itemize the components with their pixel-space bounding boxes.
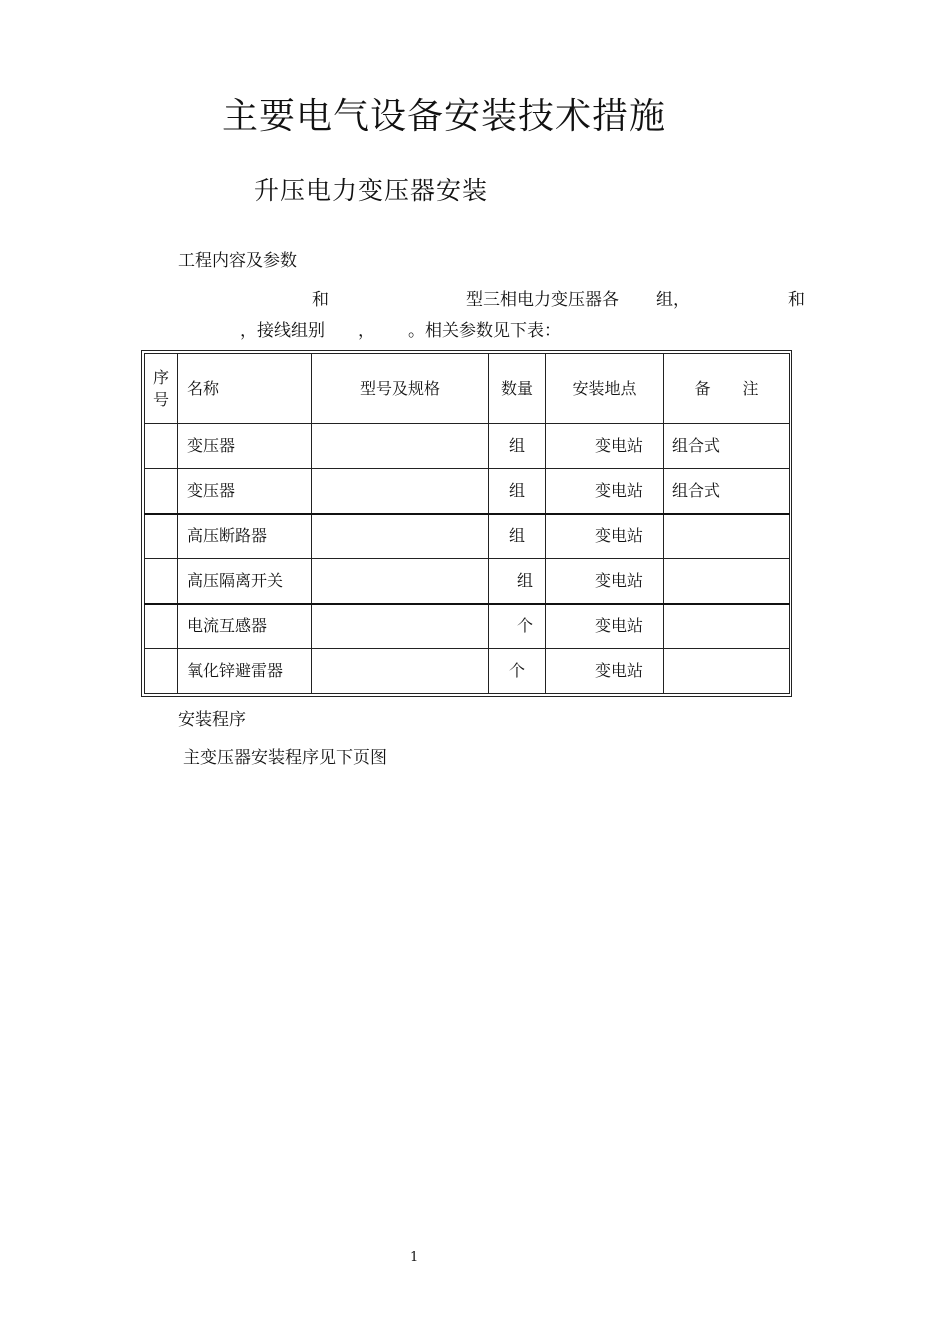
intro-text-fragment: 。相关参数见下表： xyxy=(408,321,561,341)
cell-seq xyxy=(145,424,178,469)
header-site: 安装地点 xyxy=(546,354,664,424)
cell-seq xyxy=(145,514,178,559)
header-name: 名称 xyxy=(178,354,312,424)
cell-qty: 组 xyxy=(489,469,546,514)
table-row xyxy=(145,469,790,514)
subsection-heading-params: 工程内容及参数 xyxy=(178,251,297,271)
cell-name: 变压器 xyxy=(178,469,312,514)
cell-qty: 组 xyxy=(489,424,546,469)
intro-text-fragment: ， xyxy=(358,321,375,341)
cell-qty: 个 xyxy=(489,604,546,649)
page-number: 1 xyxy=(410,1250,419,1265)
cell-seq xyxy=(145,559,178,604)
cell-model xyxy=(312,649,489,694)
cell-note: 组合式 xyxy=(664,424,790,469)
cell-note xyxy=(664,649,790,694)
intro-text-fragment: 和 xyxy=(312,290,329,310)
cell-note xyxy=(664,604,790,649)
table-row xyxy=(145,649,790,694)
intro-text-fragment: 和 xyxy=(788,290,805,310)
cell-model xyxy=(312,469,489,514)
cell-model xyxy=(312,514,489,559)
table-row xyxy=(145,424,790,469)
cell-qty: 组 xyxy=(489,514,546,559)
header-seq xyxy=(145,354,178,424)
cell-qty: 个 xyxy=(489,649,546,694)
intro-text-fragment: 组， xyxy=(656,290,690,310)
cell-note: 组合式 xyxy=(664,469,790,514)
section-heading: 升压电力变压器安装 xyxy=(254,176,489,205)
cell-seq xyxy=(145,469,178,514)
header-seq-line: 号 xyxy=(152,389,169,409)
cell-note xyxy=(664,559,790,604)
cell-name: 变压器 xyxy=(178,424,312,469)
cell-model xyxy=(312,424,489,469)
cell-model xyxy=(312,604,489,649)
table-row xyxy=(145,559,790,604)
cell-seq xyxy=(145,649,178,694)
header-seq-line: 序 xyxy=(152,367,169,387)
cell-model xyxy=(312,559,489,604)
cell-name: 氧化锌避雷器 xyxy=(178,649,312,694)
header-note: 备 注 xyxy=(664,354,790,424)
cell-site: 变电站 xyxy=(546,424,664,469)
cell-name: 高压隔离开关 xyxy=(178,559,312,604)
cell-qty: 组 xyxy=(489,559,546,604)
cell-name: 电流互感器 xyxy=(178,604,312,649)
intro-text-fragment: 型三相电力变压器各 xyxy=(466,290,619,310)
document-title: 主要电气设备安装技术措施 xyxy=(222,96,667,137)
procedure-text: 主变压器安装程序见下页图 xyxy=(183,748,387,768)
table-header-row xyxy=(145,354,790,424)
cell-site: 变电站 xyxy=(546,514,664,559)
cell-note xyxy=(664,514,790,559)
cell-site: 变电站 xyxy=(546,469,664,514)
header-qty: 数量 xyxy=(489,354,546,424)
parameter-table xyxy=(141,350,792,697)
cell-site: 变电站 xyxy=(546,649,664,694)
cell-seq xyxy=(145,604,178,649)
header-model: 型号及规格 xyxy=(312,354,489,424)
subsection-heading-procedure: 安装程序 xyxy=(178,710,246,730)
cell-site: 变电站 xyxy=(546,604,664,649)
table-row xyxy=(145,604,790,649)
intro-text-fragment: ，接线组别 xyxy=(240,321,325,341)
table-row xyxy=(145,514,790,559)
cell-name: 高压断路器 xyxy=(178,514,312,559)
cell-site: 变电站 xyxy=(546,559,664,604)
